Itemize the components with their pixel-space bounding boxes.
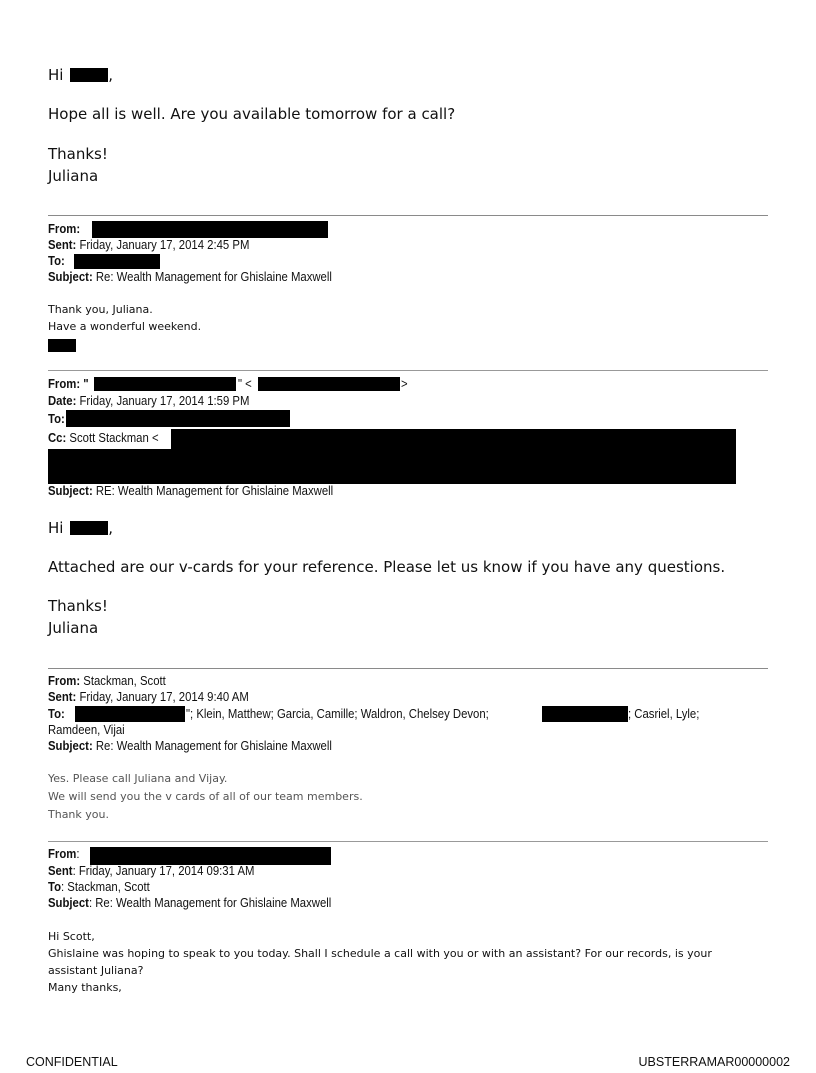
email5-body-line: Ghislaine was hoping to speak to you today. Shall I schedule a call with you or with an assistant? For our records, is your [48,947,712,960]
email5-subject-row [48,896,331,910]
email3-from-mid: " < [238,377,252,391]
divider [48,370,768,371]
email4-subject-row [48,739,332,753]
email1-thanks: Thanks! [48,145,108,163]
date-label: Date: [48,394,77,408]
email5-body-line: assistant Juliana? [48,964,144,977]
email3-from-end: > [401,377,408,391]
sent-label: Sent: [48,690,77,704]
cc-label: Cc: [48,431,67,445]
greeting-prefix: Hi [48,519,64,537]
email5-from-row [48,847,79,861]
email3-body: Attached are our v-cards for your reference. Please let us know if you have any questions. [48,558,726,576]
quote-mark: " [83,377,89,391]
subject-value: RE: Wealth Management for Ghislaine Maxwell [95,484,334,498]
redaction [542,706,628,722]
subject-label: Subject [48,896,89,910]
from-colon: : [76,847,80,861]
greeting-suffix: , [108,66,114,84]
email5-to-row [48,880,150,894]
redaction [90,847,331,865]
sent-value: Friday, January 17, 2014 9:40 AM [79,690,249,704]
email3-subject-row [48,484,333,498]
sent-value: : Friday, January 17, 2014 09:31 AM [72,864,255,878]
redaction [70,521,108,535]
to-label: To: [48,707,65,721]
email3-cc-row [48,431,159,445]
email3-signature: Juliana [48,619,99,637]
sent-label: Sent [48,864,73,878]
footer-bates-number: UBSTERRAMAR00000002 [638,1055,790,1069]
redaction [92,221,328,238]
from-label: From: [48,377,81,391]
email4-body-line: We will send you the v cards of all of our team members. [48,790,363,803]
to-label: To [48,880,62,894]
redaction [70,68,108,82]
email1-body: Hope all is well. Are you available tomorrow for a call? [48,105,456,123]
email4-sent-row [48,690,249,704]
email4-body-line: Thank you. [48,808,109,821]
footer-confidential: CONFIDENTIAL [26,1055,118,1069]
from-value: Stackman, Scott [83,674,166,688]
from-label: From: [48,674,81,688]
to-label: To: [48,412,65,426]
email3-to-row [48,412,65,426]
redaction [171,429,736,449]
email2-to-row [48,254,65,268]
divider [48,668,768,669]
email4-body-line: Yes. Please call Juliana and Vijay. [48,772,228,785]
email4-to-row [48,707,65,721]
sent-value: Friday, January 17, 2014 2:45 PM [79,238,250,252]
email5-closing: Many thanks, [48,981,122,994]
email2-body-line: Have a wonderful weekend. [48,320,202,333]
from-label: From [48,847,77,861]
email2-from-row [48,222,80,236]
divider [48,841,768,842]
email5-salutation: Hi Scott, [48,930,95,943]
email4-to-line2: Ramdeen, Vijai [48,723,125,737]
redaction [48,449,736,484]
redaction [48,339,76,352]
redaction [94,377,236,391]
subject-label: Subject: [48,739,93,753]
to-value: : Stackman, Scott [61,880,150,894]
greeting-prefix: Hi [48,66,64,84]
sent-label: Sent: [48,238,77,252]
divider [48,215,768,216]
email2-subject-row [48,270,332,284]
subject-value: Re: Wealth Management for Ghislaine Maxwell [95,270,332,284]
email4-from-row [48,674,166,688]
subject-label: Subject: [48,484,93,498]
subject-label: Subject: [48,270,93,284]
redaction [66,410,290,427]
date-value: Friday, January 17, 2014 1:59 PM [79,394,250,408]
from-label: From: [48,222,81,236]
email3-thanks: Thanks! [48,597,108,615]
email2-sent-row [48,238,249,252]
subject-value: Re: Wealth Management for Ghislaine Maxwell [95,739,332,753]
email3-from-row [48,377,89,391]
email1-greeting [48,66,113,84]
email4-to-part2: ; Casriel, Lyle; [628,707,700,721]
greeting-suffix: , [108,519,114,537]
redaction [74,254,160,269]
email2-body-line: Thank you, Juliana. [48,303,153,316]
email4-to-part1: "; Klein, Matthew; Garcia, Camille; Waldron, Chelsey Devon; [186,707,489,721]
email3-greeting [48,519,113,537]
redaction [75,706,185,722]
subject-value: : Re: Wealth Management for Ghislaine Maxwell [88,896,332,910]
email5-sent-row [48,864,254,878]
to-label: To: [48,254,65,268]
redaction [258,377,400,391]
email3-date-row [48,394,249,408]
email1-signature: Juliana [48,167,99,185]
cc-value: Scott Stackman < [69,431,159,445]
